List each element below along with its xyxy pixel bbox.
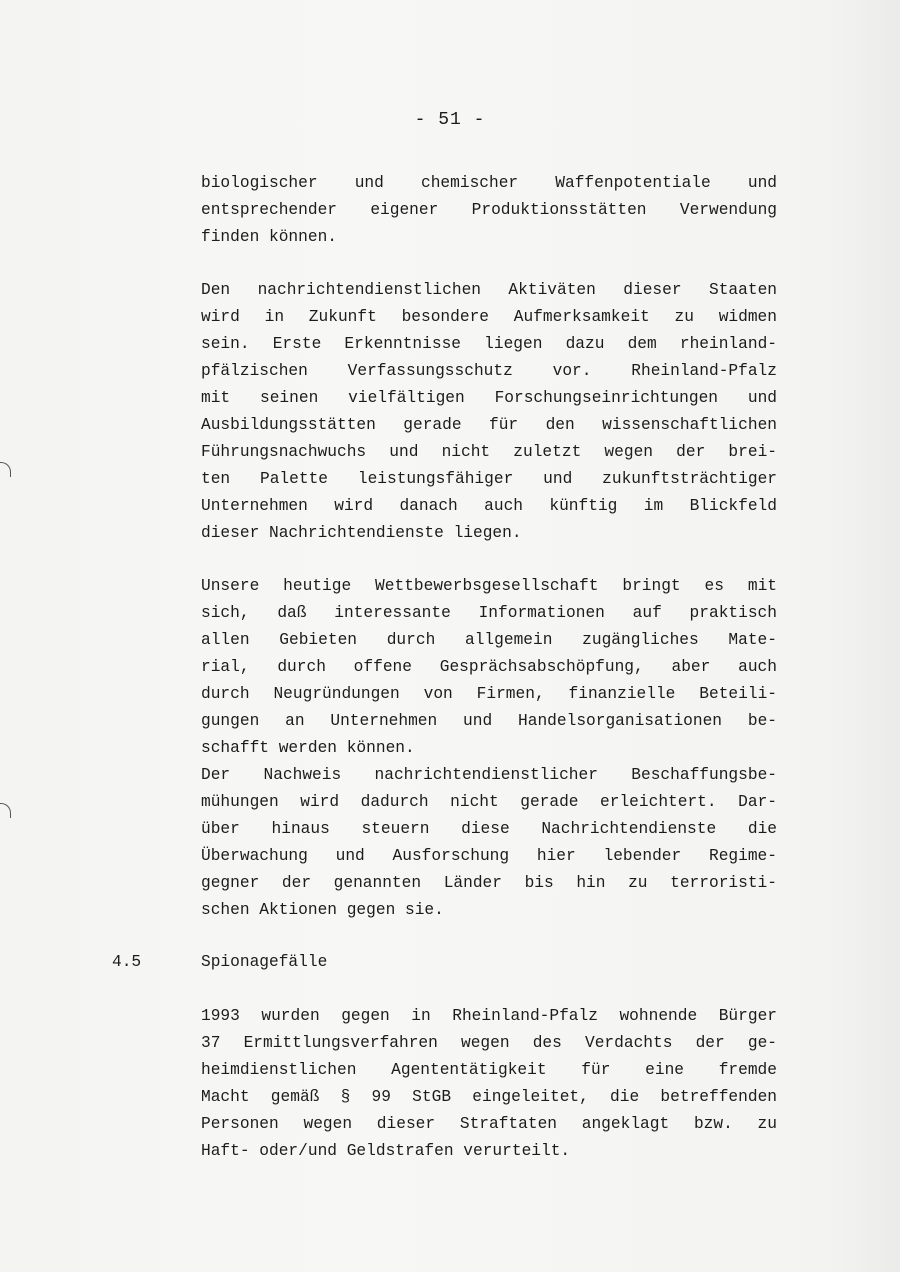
text-line: Macht gemäß § 99 StGB eingeleitet, die betreffenden	[201, 1088, 777, 1106]
text-line: Ausbildungsstätten gerade für den wissenschaftlichen	[201, 416, 777, 434]
text-line: Unternehmen wird danach auch künftig im Blickfeld	[201, 497, 777, 515]
binder-mark	[0, 803, 11, 818]
text-line: Den nachrichtendienstlichen Aktiväten dieser Staaten	[201, 281, 777, 299]
text-line: mühungen wird dadurch nicht gerade erleichtert. Dar-	[201, 793, 777, 811]
text-line: sich, daß interessante Informationen auf praktisch	[201, 604, 777, 622]
text-line: 1993 wurden gegen in Rheinland-Pfalz wohnende Bürger	[201, 1007, 777, 1025]
text-line: Führungsnachwuchs und nicht zuletzt wegen der brei-	[201, 443, 777, 461]
section-number: 4.5	[112, 953, 142, 971]
text-line: dieser Nachrichtendienste liegen.	[201, 524, 522, 542]
text-line: Der Nachweis nachrichtendienstlicher Beschaffungsbe-	[201, 766, 777, 784]
text-line: wird in Zukunft besondere Aufmerksamkeit zu widmen	[201, 308, 777, 326]
page-number: - 51 -	[414, 110, 486, 130]
text-line: schafft werden können.	[201, 739, 415, 757]
text-line: gungen an Unternehmen und Handelsorganisationen be-	[201, 712, 777, 730]
text-line: schen Aktionen gegen sie.	[201, 901, 444, 919]
text-line: gegner der genannten Länder bis hin zu terroristi-	[201, 874, 777, 892]
text-line: Haft- oder/und Geldstrafen verurteilt.	[201, 1142, 571, 1160]
text-line: durch Neugründungen von Firmen, finanzielle Beteili-	[201, 685, 777, 703]
text-line: sein. Erste Erkenntnisse liegen dazu dem rheinland-	[201, 335, 777, 353]
text-line: Unsere heutige Wettbewerbsgesellschaft bringt es mit	[201, 577, 777, 595]
text-line: Personen wegen dieser Straftaten angeklagt bzw. zu	[201, 1115, 777, 1133]
binder-mark	[0, 462, 11, 477]
text-line: heimdienstlichen Agententätigkeit für eine fremde	[201, 1061, 777, 1079]
text-line: rial, durch offene Gesprächsabschöpfung, aber auch	[201, 658, 777, 676]
text-line: entsprechender eigener Produktionsstätten Verwendung	[201, 201, 777, 219]
text-line: finden können.	[201, 228, 337, 246]
text-line: pfälzischen Verfassungsschutz vor. Rheinland-Pfalz	[201, 362, 777, 380]
text-line: Überwachung und Ausforschung hier lebender Regime-	[201, 847, 777, 865]
text-line: über hinaus steuern diese Nachrichtendienste die	[201, 820, 777, 838]
text-line: mit seinen vielfältigen Forschungseinrichtungen und	[201, 389, 777, 407]
text-line: biologischer und chemischer Waffenpotentiale und	[201, 174, 777, 192]
text-line: ten Palette leistungsfähiger und zukunftsträchtiger	[201, 470, 777, 488]
text-line: allen Gebieten durch allgemein zugängliches Mate-	[201, 631, 777, 649]
text-line: 37 Ermittlungsverfahren wegen des Verdachts der ge-	[201, 1034, 777, 1052]
section-title: Spionagefälle	[201, 953, 328, 971]
